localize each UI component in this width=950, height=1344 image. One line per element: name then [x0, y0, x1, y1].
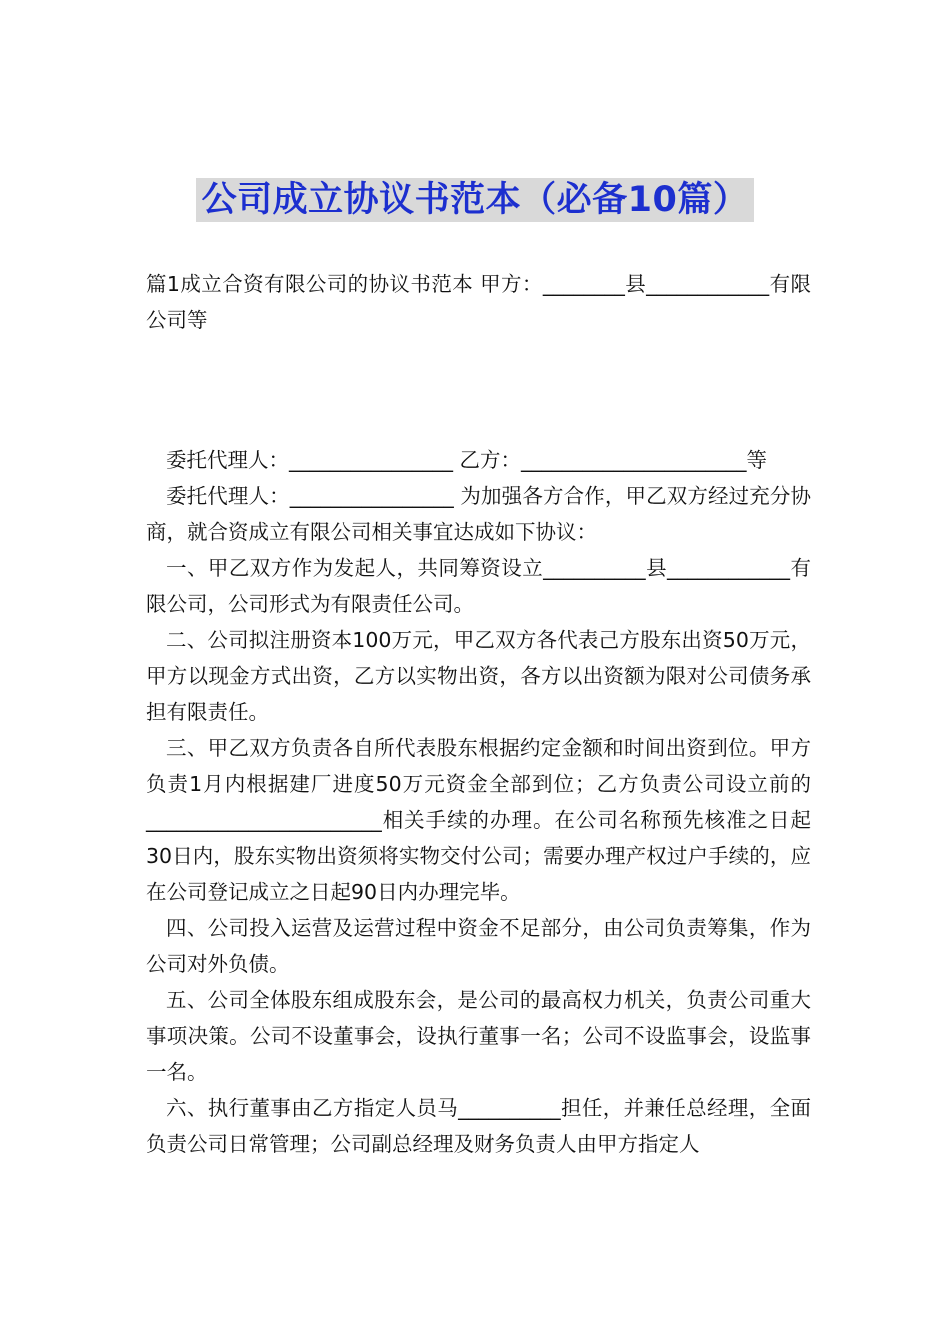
title-container	[0, 178, 950, 222]
paragraph-clause-1: 一、甲乙双方作为发起人，共同筹资设立__________县____________有限公司，公司形式为有限责任公司。	[146, 556, 811, 616]
document-title: 公司成立协议书范本（必备10篇）	[196, 178, 755, 222]
paragraph-clause-2: 二、公司拟注册资本100万元，甲乙双方各代表己方股东出资50万元，甲方以现金方式出资，乙方以实物出资，各方以出资额为限对公司债务承担有限责任。	[146, 628, 811, 724]
paragraph-clause-6: 六、执行董事由乙方指定人员马__________担任，并兼任总经理，全面负责公司日常管理；公司副总经理及财务负责人由甲方指定人	[146, 1096, 811, 1156]
document-body	[146, 266, 811, 1162]
paragraph-clause-4: 四、公司投入运营及运营过程中资金不足部分，由公司负责筹集，作为公司对外负债。	[146, 916, 811, 976]
paragraph-agent-a: 委托代理人：________________ 乙方：______________________等	[166, 448, 768, 472]
paragraph-clause-3: 三、甲乙双方负责各自所代表股东根据约定金额和时间出资到位。甲方负责1月内根据建厂进度50万元资金全部到位；乙方负责公司设立前的_______________________相关手续的办理。在公司名称预先核准之日起30日内，股东实物出资须将实物交付公司；需要办理产权过户手续的，应在公司登记成立之日起90日内办理完毕。	[146, 736, 811, 904]
paragraph-clause-5: 五、公司全体股东组成股东会，是公司的最高权力机关，负责公司重大事项决策。公司不设董事会，设执行董事一名；公司不设监事会，设监事一名。	[146, 988, 811, 1084]
paragraph-agent-b: 委托代理人：________________ 为加强各方合作，甲乙双方经过充分协商，就合资成立有限公司相关事宜达成如下协议：	[146, 484, 811, 544]
paragraph-intro: 篇1成立合资有限公司的协议书范本 甲方：________县____________有限公司等	[146, 272, 811, 332]
